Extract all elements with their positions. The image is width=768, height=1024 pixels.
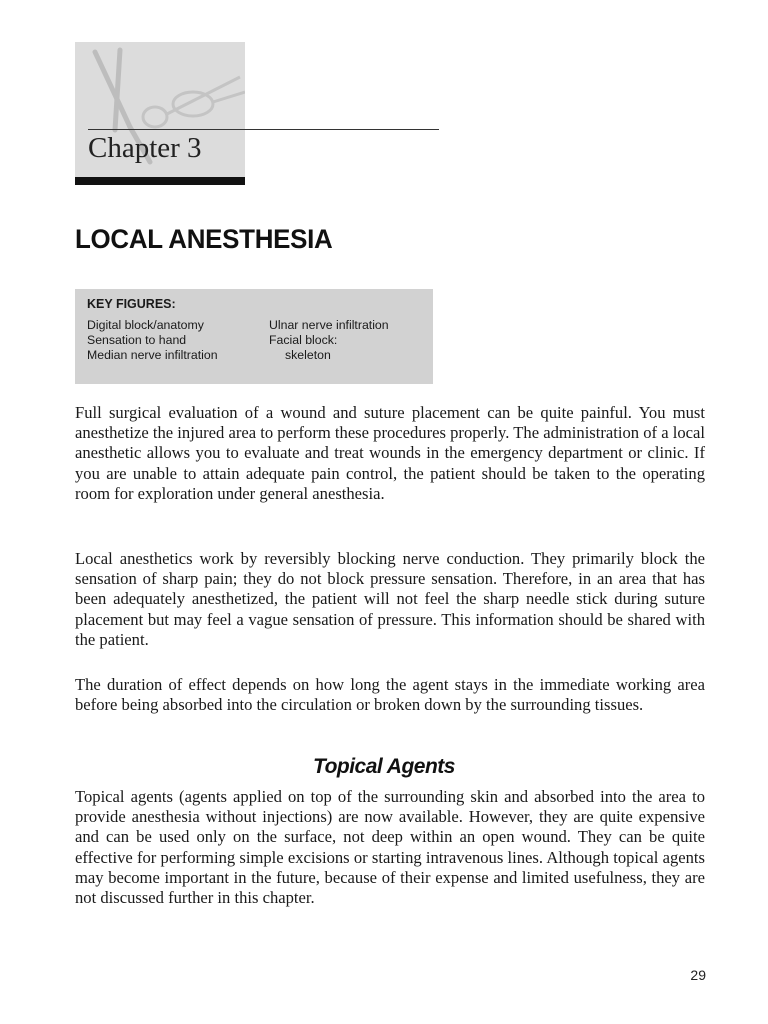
key-figures-box [75,289,433,384]
key-figures-heading: KEY FIGURES: [87,297,176,311]
page-number: 29 [690,967,706,983]
chapter-title: LOCAL ANESTHESIA [75,224,333,254]
key-figure-item: Ulnar nerve infiltration [269,318,389,332]
key-figure-item: skeleton [285,348,331,362]
section-heading: Topical Agents [313,755,455,778]
key-figure-item: Facial block: [269,333,338,347]
chapter-header-bar [75,177,245,185]
chapter-label: Chapter 3 [88,132,202,164]
section-paragraph: Topical agents (agents applied on top of the surrounding skin and absorbed into the area to provide anesthesia without injections) are now available. However, they are quite expensive and can be used only on the surface, not deep within an open wound. They can be quite effective for performing simple excisions or starting intravenous lines. Although topical agents may become important in the future, because of their expense and limited usefulness, they are not discussed further in this chapter. [75,787,705,908]
key-figure-item: Digital block/anatomy [87,318,204,332]
chapter-header-rule [88,129,439,130]
body-paragraph-1: Full surgical evaluation of a wound and suture placement can be quite painful. You must anesthetize the injured area to perform these procedures properly. The administration of a local anesthetic allows you to evaluate and treat wounds in the emergency department or clinic. If you are unable to attain adequate pain control, the patient should be taken to the operating room for exploration under general anesthesia. [75,403,705,503]
body-paragraph-2: Local anesthetics work by reversibly blocking nerve conduction. They primarily block the sensation of sharp pain; they do not block pressure sensation. Therefore, in an area that has been adequately anesthetized, the patient will not feel the sharp needle stick during suture placement but may feel a vague sensation of pressure. This information should be shared with the patient. [75,549,705,649]
key-figure-item: Median nerve infiltration [87,348,218,362]
key-figures-column-1 [87,318,218,363]
key-figure-item: Sensation to hand [87,333,187,347]
body-paragraph-3: The duration of effect depends on how long the agent stays in the immediate working area before being absorbed into the circulation or broken down by the surrounding tissues. [75,675,705,715]
key-figures-column-2 [269,318,389,363]
